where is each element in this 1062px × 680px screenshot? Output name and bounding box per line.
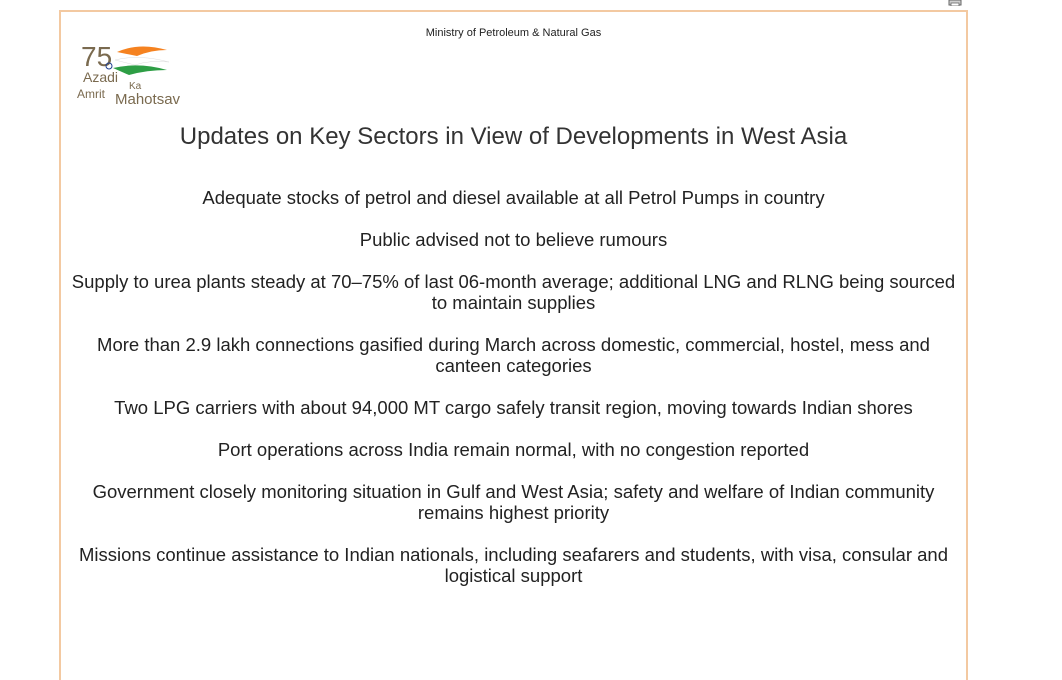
logo-azadi: Azadi xyxy=(83,69,119,85)
key-point: Two LPG carriers with about 94,000 MT cargo safely transit region, moving towards Indian shores xyxy=(114,397,913,418)
logo-amrit: Amrit xyxy=(77,87,105,101)
key-point: Government closely monitoring situation in Gulf and West Asia; safety and welfare of Indian community remains highest priority xyxy=(92,481,935,523)
key-point: Port operations across India remain normal, with no congestion reported xyxy=(217,439,810,460)
key-point: Public advised not to believe rumours xyxy=(359,229,668,250)
logo-ka: Ka xyxy=(129,81,142,92)
ministry-name: Ministry of Petroleum & Natural Gas xyxy=(425,27,602,39)
page-title: Updates on Key Sectors in View of Developments in West Asia xyxy=(179,123,848,150)
press-release-frame xyxy=(59,10,968,680)
azadi-ka-amrit-mahotsav-logo xyxy=(77,40,195,108)
key-point: Missions continue assistance to Indian nationals, including seafarers and students, with visa, consular and logistical support xyxy=(79,544,948,586)
logo-number: 75 xyxy=(81,41,113,72)
key-point: Adequate stocks of petrol and diesel available at all Petrol Pumps in country xyxy=(202,187,825,208)
key-points-list xyxy=(71,187,956,607)
print-icon[interactable] xyxy=(947,0,963,6)
key-point: More than 2.9 lakh connections gasified during March across domestic, commercial, hostel, mess and canteen categories xyxy=(97,334,930,376)
logo-mahotsav: Mahotsav xyxy=(115,91,181,108)
key-point: Supply to urea plants steady at 70–75% of last 06-month average; additional LNG and RLNG being sourced to maintain supplies xyxy=(71,271,956,313)
